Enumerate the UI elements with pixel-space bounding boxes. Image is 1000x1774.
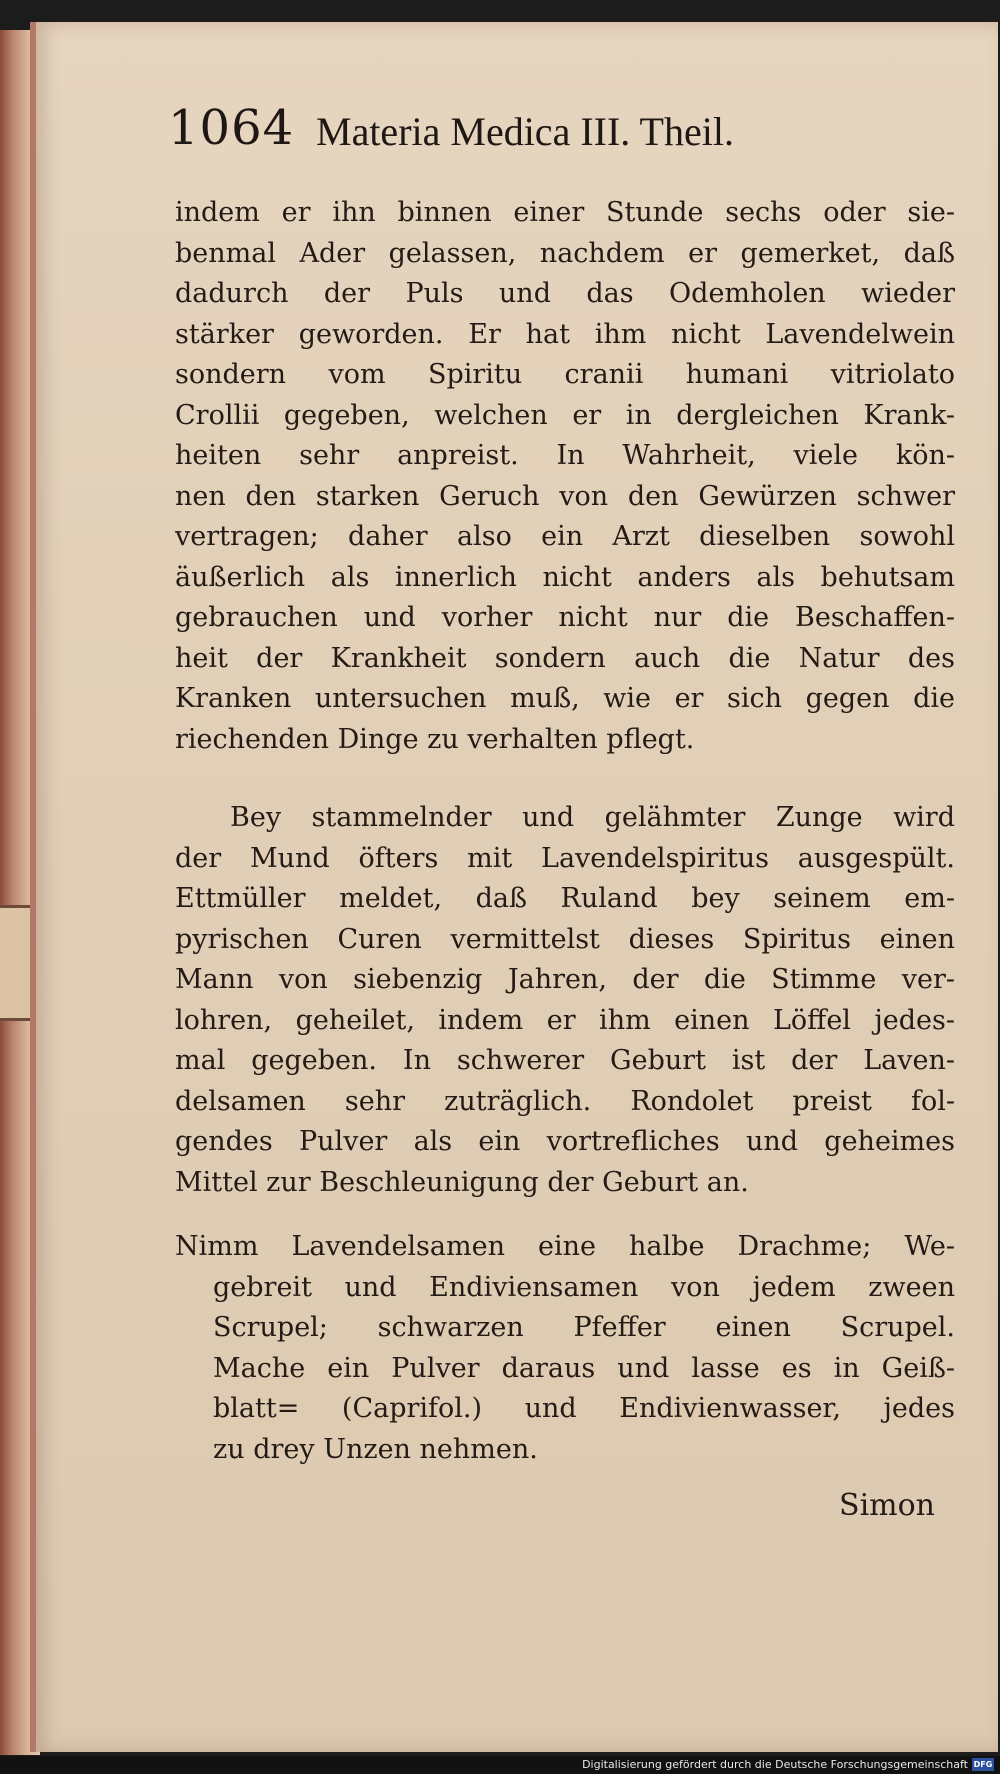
text-line: mal gegeben. In schwerer Geburt ist der Laven-: [175, 1045, 955, 1076]
page-header: [168, 100, 868, 170]
text-line: äußerlich als innerlich nicht anders als behutsam: [175, 561, 955, 593]
running-title: Materia Medica III. Theil.: [316, 109, 734, 154]
text-line: Mann von siebenzig Jahren, der die Stimme ver-: [175, 964, 955, 995]
text-line: Mache ein Pulver daraus und lasse es in Geiß-: [213, 1352, 955, 1384]
text-line: Bey stammelnder und gelähmter Zunge wird: [230, 802, 955, 833]
text-line: nen den starken Geruch von den Gewürzen schwer: [175, 480, 955, 512]
text-line: Kranken untersuchen muß, wie er sich gegen die: [175, 683, 955, 714]
dfg-logo: DFG: [973, 1760, 993, 1769]
text-line: Crollii gegeben, welchen er in dergleichen Krank-: [175, 399, 955, 431]
text-line: blatt= (Caprifol.) und Endivienwasser, jedes: [213, 1393, 955, 1424]
text-line: stärker geworden. Er hat ihm nicht Lavendelwein: [175, 318, 955, 350]
text-line: Mittel zur Beschleunigung der Geburt an.: [175, 1166, 749, 1198]
text-line: heit der Krankheit sondern auch die Natur des: [175, 642, 955, 674]
paragraph-gap: [175, 760, 955, 798]
text-line: benmal Ader gelassen, nachdem er gemerket, daß: [175, 237, 955, 269]
text-line: gebrauchen und vorher nicht nur die Beschaffen-: [175, 602, 955, 633]
text-line: der Mund öfters mit Lavendelspiritus ausgespült.: [175, 842, 955, 874]
text-line: indem er ihn binnen einer Stunde sechs oder sie-: [175, 197, 955, 228]
text-line: riechenden Dinge zu verhalten pflegt.: [175, 723, 695, 755]
text-line: vertragen; daher also ein Arzt dieselben sowohl: [175, 521, 955, 552]
text-line: zu drey Unzen nehmen.: [213, 1433, 538, 1465]
text-line: Nimm Lavendelsamen eine halbe Drachme; We-: [175, 1231, 955, 1262]
paragraph-1: [175, 193, 955, 760]
text-line: pyrischen Curen vermittelst dieses Spiritus einen: [175, 923, 955, 955]
text-line: sondern vom Spiritu cranii humani vitriolato: [175, 359, 955, 390]
page-body: [175, 193, 955, 1527]
text-line: dadurch der Puls und das Odemholen wieder: [175, 278, 955, 309]
text-line: gendes Pulver als ein vortrefliches und geheimes: [175, 1126, 955, 1157]
text-line: lohren, geheilet, indem er ihm einen Löffel jedes-: [175, 1004, 955, 1036]
text-line: Ettmüller meldet, daß Ruland bey seinem em-: [175, 883, 955, 914]
paragraph-gap: [175, 1203, 955, 1227]
text-line: gebreit und Endiviensamen von jedem zween: [213, 1271, 955, 1303]
recipe-block: [175, 1227, 955, 1470]
text-line: heiten sehr anpreist. In Wahrheit, viele kön-: [175, 440, 955, 471]
catchword: Simon: [839, 1488, 935, 1523]
text-line: Scrupel; schwarzen Pfeffer einen Scrupel.: [213, 1312, 955, 1343]
footer-credit: Digitalisierung gefördert durch die Deutsche Forschungsgemeinschaft: [582, 1758, 968, 1771]
page-number: 1064: [168, 100, 295, 156]
paragraph-2: [175, 798, 955, 1203]
text-line: delsamen sehr zuträglich. Rondolet preist fol-: [175, 1085, 955, 1117]
